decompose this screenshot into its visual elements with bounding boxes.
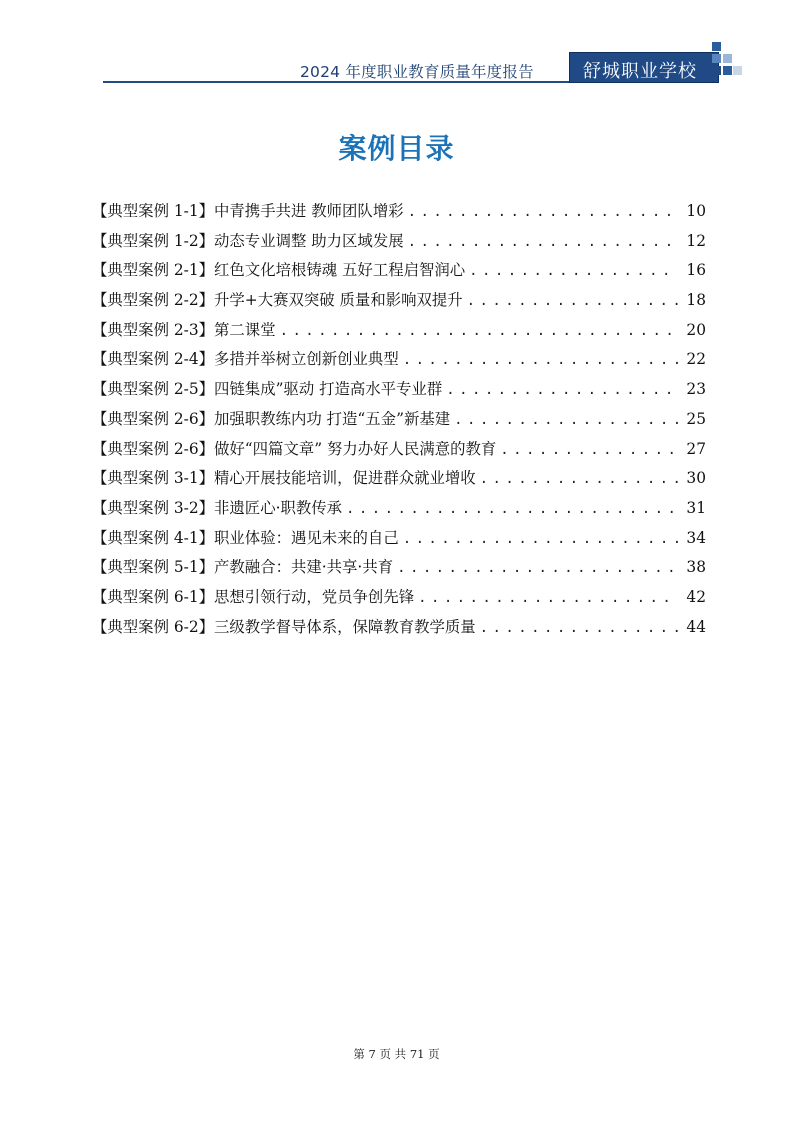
toc-entry-page: 34 <box>686 528 706 547</box>
toc-leader-dots <box>403 525 679 555</box>
toc-leader-dots <box>397 554 678 584</box>
toc-entry-page: 42 <box>686 587 706 606</box>
toc-entry[interactable] <box>92 256 706 286</box>
toc-entry[interactable] <box>92 375 706 405</box>
toc-entry-page: 22 <box>686 350 706 369</box>
toc-entry-page: 10 <box>686 202 706 220</box>
toc-entry-page: 30 <box>686 469 706 488</box>
toc-leader-dots <box>467 287 679 317</box>
toc-entry-page: 12 <box>686 231 706 250</box>
toc-entry[interactable] <box>92 553 706 583</box>
page-title: 案例目录 <box>338 132 455 165</box>
toc-entry-page: 18 <box>686 291 706 310</box>
toc-entry-title: 【典型案例 2-3】第二课堂 <box>92 320 276 339</box>
toc-entry-page: 20 <box>686 320 706 339</box>
toc-leader-dots <box>469 257 678 287</box>
toc-entry-title: 【典型案例 2-6】加强职教练内功 打造“五金”新基建 <box>92 409 451 428</box>
toc-entry-title: 【典型案例 2-5】四链集成”驱动 打造高水平专业群 <box>92 380 443 399</box>
toc-entry[interactable] <box>92 524 706 554</box>
toc-entry[interactable] <box>92 464 706 494</box>
toc-leader-dots <box>454 406 678 436</box>
toc-entry[interactable] <box>92 583 706 613</box>
toc-leader-dots <box>408 228 679 258</box>
toc-entry-title: 【典型案例 6-2】三级教学督导体系，保障教育教学质量 <box>92 617 476 636</box>
toc-entry[interactable] <box>92 197 706 227</box>
toc-entry-title: 【典型案例 6-1】思想引领行动，党员争创先锋 <box>92 587 415 606</box>
toc-entry-page: 16 <box>686 261 706 280</box>
toc-entry[interactable] <box>92 316 706 346</box>
toc-entry-page: 25 <box>686 409 706 428</box>
toc-entry-page: 38 <box>686 558 706 577</box>
toc-entry-title: 【典型案例 5-1】产教融合：共建·共享·共育 <box>92 558 394 577</box>
school-name-box <box>569 52 719 83</box>
toc-leader-dots <box>280 317 679 347</box>
toc-entry-title: 【典型案例 3-1】精心开展技能培训，促进群众就业增收 <box>92 469 476 488</box>
toc-entry-title: 【典型案例 2-4】多措并举树立创新创业典型 <box>92 350 399 369</box>
header-rule <box>103 81 569 83</box>
toc-entry[interactable] <box>92 613 706 643</box>
toc-entry-title: 【典型案例 2-6】做好“四篇文章” 努力办好人民满意的教育 <box>92 439 497 458</box>
toc-entry-title: 【典型案例 2-2】升学+大赛双突破 质量和影响双提升 <box>92 291 463 310</box>
toc-entry-title: 【典型案例 1-1】中青携手共进 教师团队增彩 <box>92 202 404 220</box>
toc-entry[interactable] <box>92 227 706 257</box>
toc-leader-dots <box>403 346 679 376</box>
toc-entry[interactable] <box>92 405 706 435</box>
report-title: 2024 年度职业教育质量年度报告 <box>300 63 534 81</box>
toc-leader-dots <box>446 376 678 406</box>
toc-entry[interactable] <box>92 345 706 375</box>
toc-leader-dots <box>346 495 678 525</box>
toc-entry[interactable] <box>92 286 706 316</box>
toc-entry-page: 44 <box>686 617 706 636</box>
toc-entry-page: 27 <box>686 439 706 458</box>
toc-leader-dots <box>418 584 678 614</box>
toc-entry-title: 【典型案例 3-2】非遗匠心·职教传承 <box>92 498 343 517</box>
school-name: 舒城职业学校 <box>583 61 697 82</box>
page-number: 第 7 页 共 71 页 <box>353 1047 440 1061</box>
toc-entry[interactable] <box>92 494 706 524</box>
toc-entry-page: 31 <box>686 498 706 517</box>
toc-entry-page: 23 <box>686 380 706 399</box>
toc-entry-title: 【典型案例 2-1】红色文化培根铸魂 五好工程启智润心 <box>92 261 466 280</box>
toc-entry-title: 【典型案例 4-1】职业体验：遇见未来的自己 <box>92 528 399 547</box>
toc-leader-dots <box>480 465 679 495</box>
toc-entry-title: 【典型案例 1-2】动态专业调整 助力区域发展 <box>92 231 404 250</box>
decorative-squares-icon <box>712 40 742 84</box>
toc-leader-dots <box>500 436 678 466</box>
toc-leader-dots <box>480 614 679 644</box>
case-table-of-contents <box>92 197 706 642</box>
page-header <box>0 0 793 90</box>
toc-entry[interactable] <box>92 435 706 465</box>
toc-leader-dots <box>408 198 679 228</box>
